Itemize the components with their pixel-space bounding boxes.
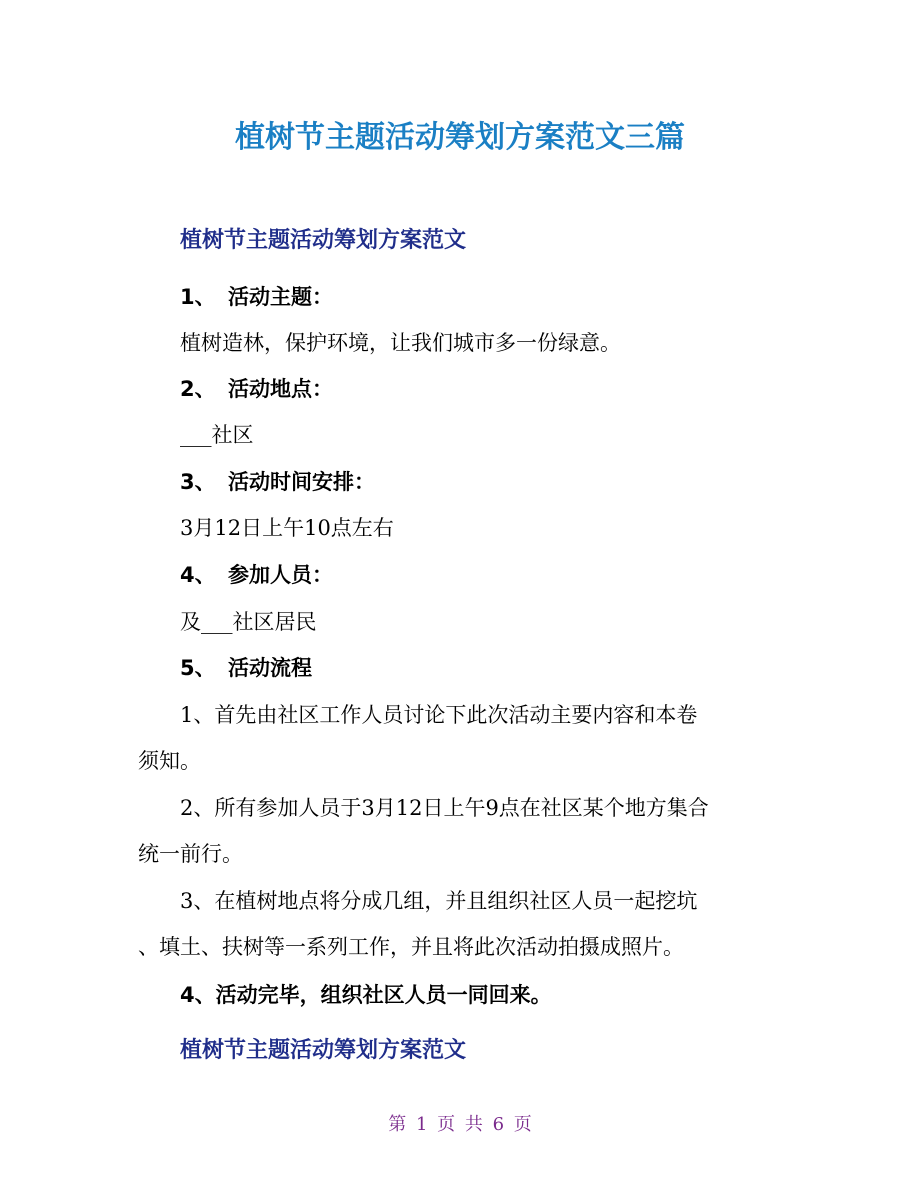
item-3-heading [180,467,375,497]
item-3-label: 活动时间安排： [228,470,375,494]
item-1-heading [180,282,333,312]
item-4-heading [180,560,333,590]
item-2-label: 活动地点： [228,377,333,401]
item-1-text: 植树造林，保护环境，让我们城市多一份绿意。 [180,331,621,355]
item-5-heading [180,653,312,683]
item-5-label: 活动流程 [228,656,312,680]
item-3-number: 3、 [180,470,216,494]
step-1-line-1: 1、首先由社区工作人员讨论下此次活动主要内容和本卷 [180,703,698,727]
item-2-heading [180,374,333,404]
item-4-number: 4、 [180,563,216,587]
section-heading: 植树节主题活动筹划方案范文 [180,228,467,253]
item-3-text: 3月12日上午10点左右 [180,516,394,540]
step-2-line-1: 2、所有参加人员于3月12日上午9点在社区某个地方集合 [180,796,709,820]
item-5-number: 5、 [180,656,216,680]
step-3-line-2: 、填土、扶树等一系列工作，并且将此次活动拍摄成照片。 [138,935,684,959]
item-2-number: 2、 [180,377,216,401]
step-3-line-1: 3、在植树地点将分成几组，并且组织社区人员一起挖坑 [180,889,698,913]
step-2-line-2: 统一前行。 [138,842,243,866]
page-footer: 第 1 页 共 6 页 [388,1114,532,1135]
document-title: 植树节主题活动筹划方案范文三篇 [235,120,685,155]
step-4: 4、活动完毕，组织社区人员一同回来。 [180,983,552,1007]
item-2-text: ___社区 [180,423,254,447]
item-1-number: 1、 [180,285,216,309]
item-4-label: 参加人员： [228,563,333,587]
section-heading-2: 植树节主题活动筹划方案范文 [180,1038,467,1063]
item-1-label: 活动主题： [228,285,333,309]
item-4-text: 及___社区居民 [180,610,317,634]
step-1-line-2: 须知。 [138,749,201,773]
